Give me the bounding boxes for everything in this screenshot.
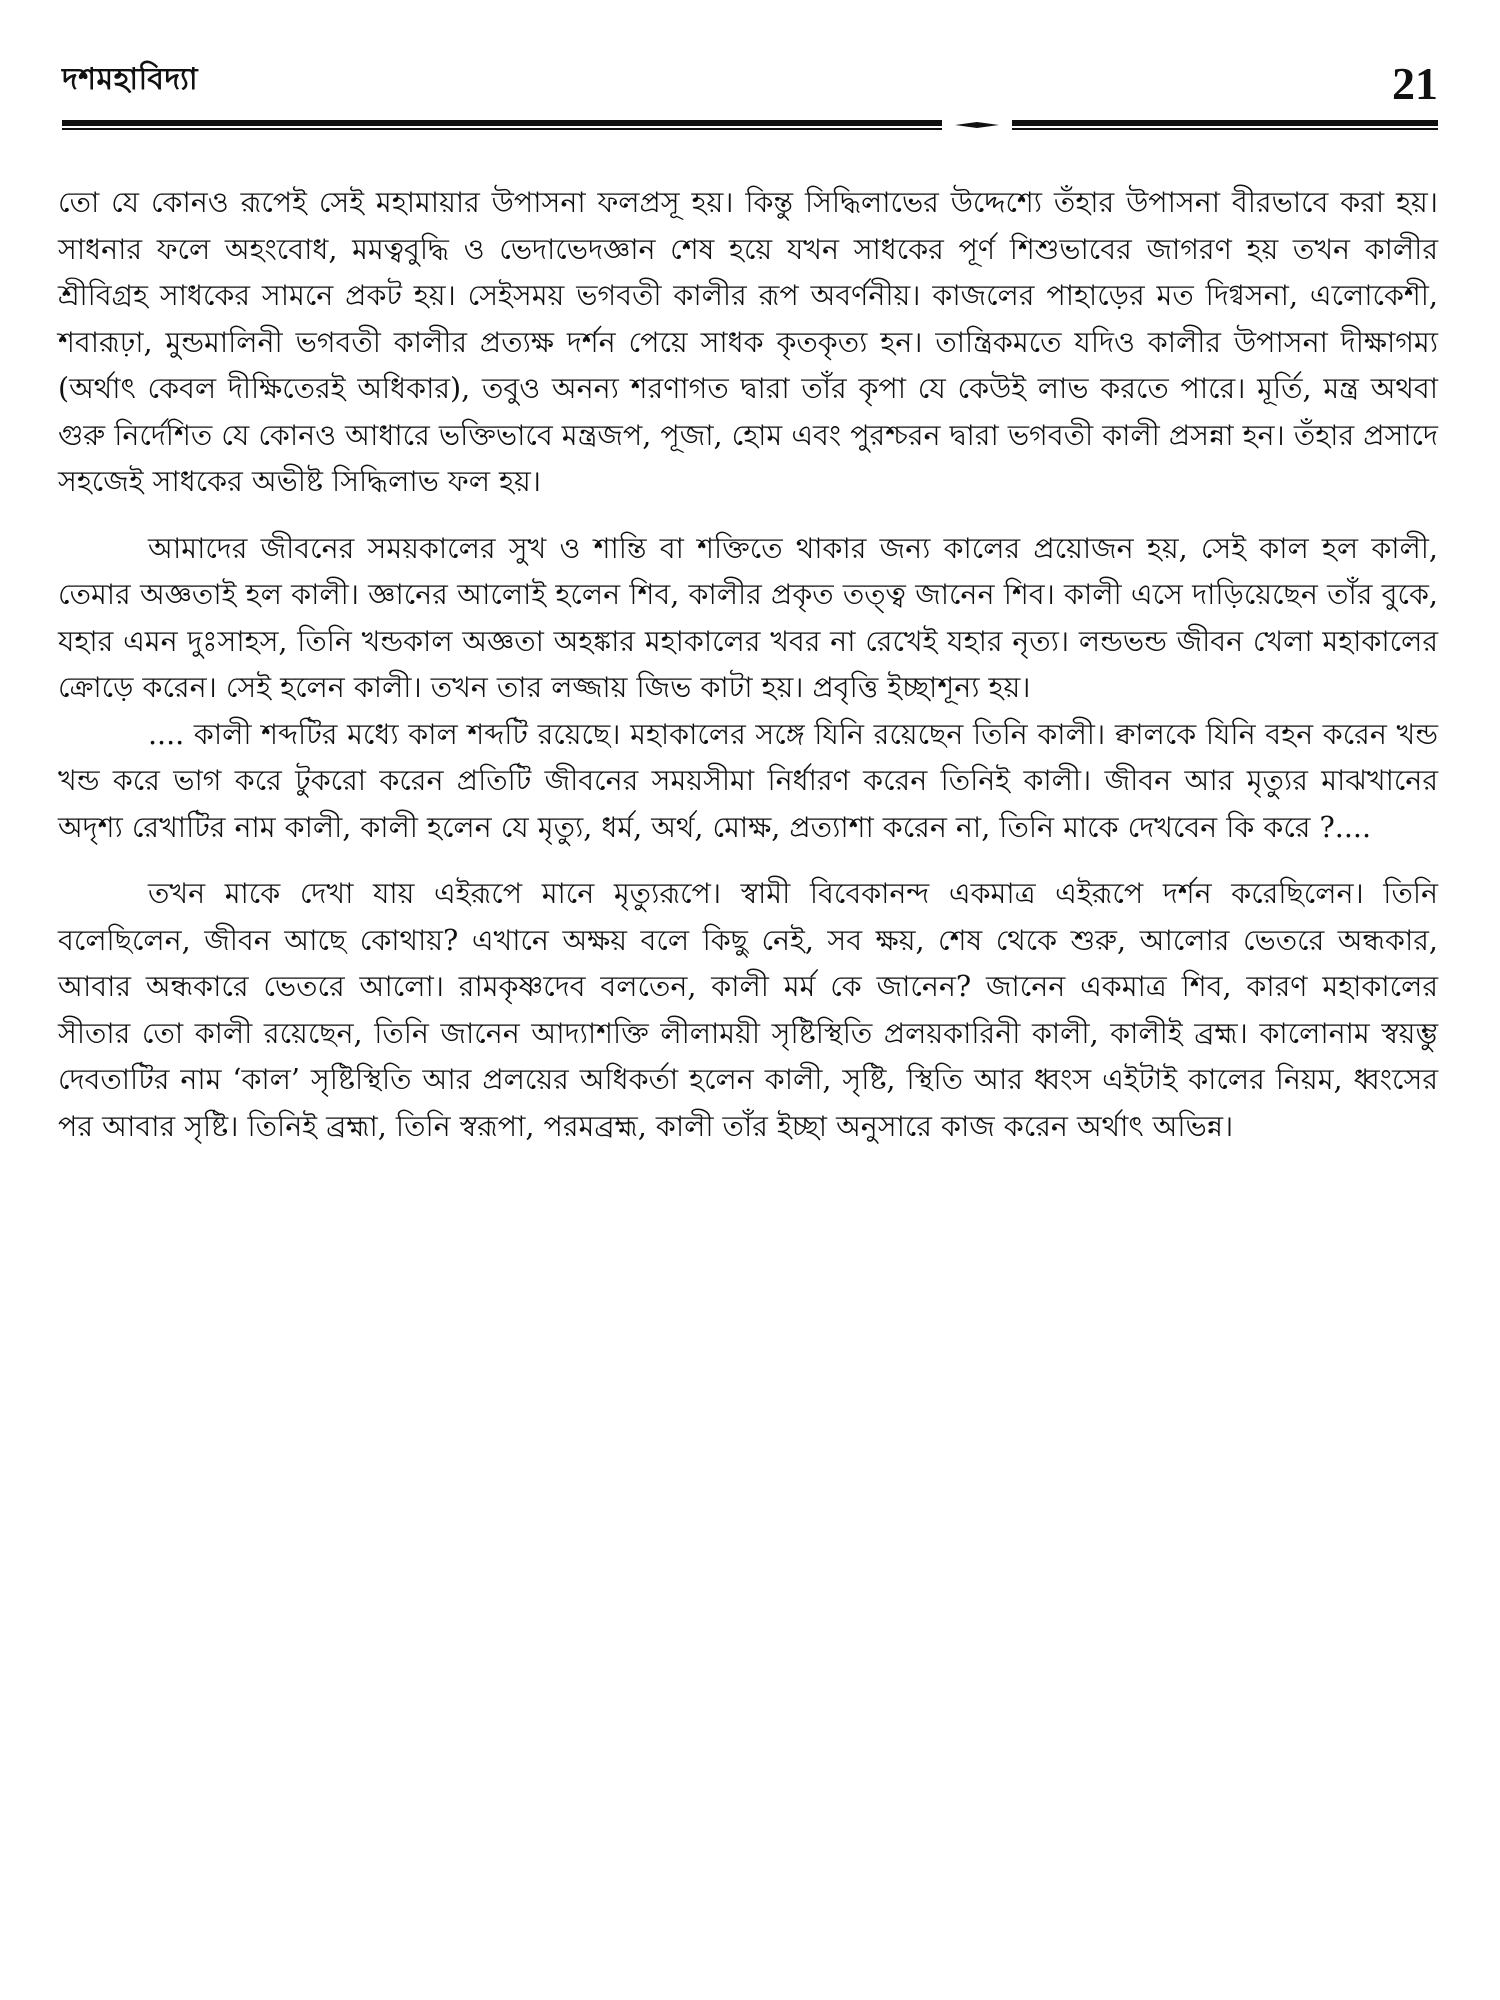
- paragraph-3: .... কালী শব্দটির মধ্যে কাল শব্দটি রয়েছে। মহাকালের সঙ্গে যিনি রয়েছেন তিনি কালী। ক্বালকে যিনি বহন করেন খন্ড খন্ড করে ভাগ করে টুকরো করেন প্রতিটি জীবনের সময়সীমা নির্ধারণ করেন তিনিই কালী। জীবন আর মৃত্যুর মাঝখানের অদৃশ্য রেখাটির নাম কালী, কালী হলেন যে মৃত্যু, ধর্ম, অর্থ, মোক্ষ, প্রত্যাশা করেন না, তিনি মাকে দেখবেন কি করে ?....: [58, 717, 1438, 844]
- paragraph-2: আমাদের জীবনের সময়কালের সুখ ও শান্তি বা শক্তিতে থাকার জন্য কালের প্রয়োজন হয়, সেই কাল হল কালী, তেমার অজ্ঞতাই হল কালী। জ্ঞানের আলোই হলেন শিব, কালীর প্রকৃত তত্ত্ব জানেন শিব। কালী এসে দাড়িয়েছেন তাঁর বুকে, যহার এমন দুঃসাহস, তিনি খন্ডকাল অজ্ঞতা অহঙ্কার মহাকালের খবর না রেখেই যহার নৃত্য। লন্ডভন্ড জীবন খেলা মহাকালের ক্রোড়ে করেন। সেই হলেন কালী। তখন তার লজ্জায় জিভ কাটা হয়। প্রবৃত্তি ইচ্ছাশূন্য হয়।: [58, 531, 1438, 704]
- body-text: [58, 180, 1438, 1150]
- running-header: [62, 52, 1438, 112]
- header-rule: [62, 120, 1438, 130]
- page-number: 21: [1392, 58, 1438, 109]
- paragraph-4: তখন মাকে দেখা যায় এইরূপে মানে মৃত্যুরূপে। স্বামী বিবেকানন্দ একমাত্র এইরূপে দর্শন করেছিলেন। তিনি বলেছিলেন, জীবন আছে কোথায়? এখানে অক্ষয় বলে কিছু নেই, সব ক্ষয়, শেষ থেকে শুরু, আলোর ভেতরে অন্ধকার, আবার অন্ধকারে ভেতরে আলো। রামকৃষ্ণদেব বলতেন, কালী মর্ম কে জানেন? জানেন একমাত্র শিব, কারণ মহাকালের সীতার তো কালী রয়েছেন, তিনি জানেন আদ্যাশক্তি লীলাময়ী সৃষ্টিস্থিতি প্রলয়কারিনী কালী, কালীই ব্রহ্ম। কালোনাম স্বয়ম্ভু দেবতাটির নাম ‘কাল’ সৃষ্টিস্থিতি আর প্রলয়ের অধিকর্তা হলেন কালী, সৃষ্টি, স্থিতি আর ধ্বংস এইটাই কালের নিয়ম, ধ্বংসের পর আবার সৃষ্টি। তিনিই ব্রহ্মা, তিনি স্বরূপা, পরমব্রহ্ম, কালী তাঁর ইচ্ছা অনুসারে কাজ করেন অর্থাৎ অভিন্ন।: [58, 877, 1438, 1143]
- book-title: দশমহাবিদ্যা: [62, 62, 199, 97]
- paragraph-1: তো যে কোনও রূপেই সেই মহামায়ার উপাসনা ফলপ্রসূ হয়। কিন্তু সিদ্ধিলাভের উদ্দেশ্যে তঁহার উপাসনা বীরভাবে করা হয়। সাধনার ফলে অহংবোধ, মমত্ববুদ্ধি ও ভেদাভেদজ্ঞান শেষ হয়ে যখন সাধকের পূর্ণ শিশুভাবের জাগরণ হয় তখন কালীর শ্রীবিগ্রহ সাধকের সামনে প্রকট হয়। সেইসময় ভগবতী কালীর রূপ অবর্ণনীয়। কাজলের পাহাড়ের মত দিগ্বসনা, এলোকেশী, শবারূঢ়া, মুন্ডমালিনী ভগবতী কালীর প্রত্যক্ষ দর্শন পেয়ে সাধক কৃতকৃত্য হন। তান্ত্রিকমতে যদিও কালীর উপাসনা দীক্ষাগম্য (অর্থাৎ কেবল দীক্ষিতেরই অধিকার), তবুও অনন্য শরণাগত দ্বারা তাঁর কৃপা যে কেউই লাভ করতে পারে। মূর্তি, মন্ত্র অথবা গুরু নির্দেশিত যে কোনও আধারে ভক্তিভাবে মন্ত্রজপ, পূজা, হোম এবং পুরশ্চরন দ্বারা ভগবতী কালী প্রসন্না হন। তঁহার প্রসাদে সহজেই সাধকের অভীষ্ট সিদ্ধিলাভ ফল হয়।: [58, 186, 1438, 498]
